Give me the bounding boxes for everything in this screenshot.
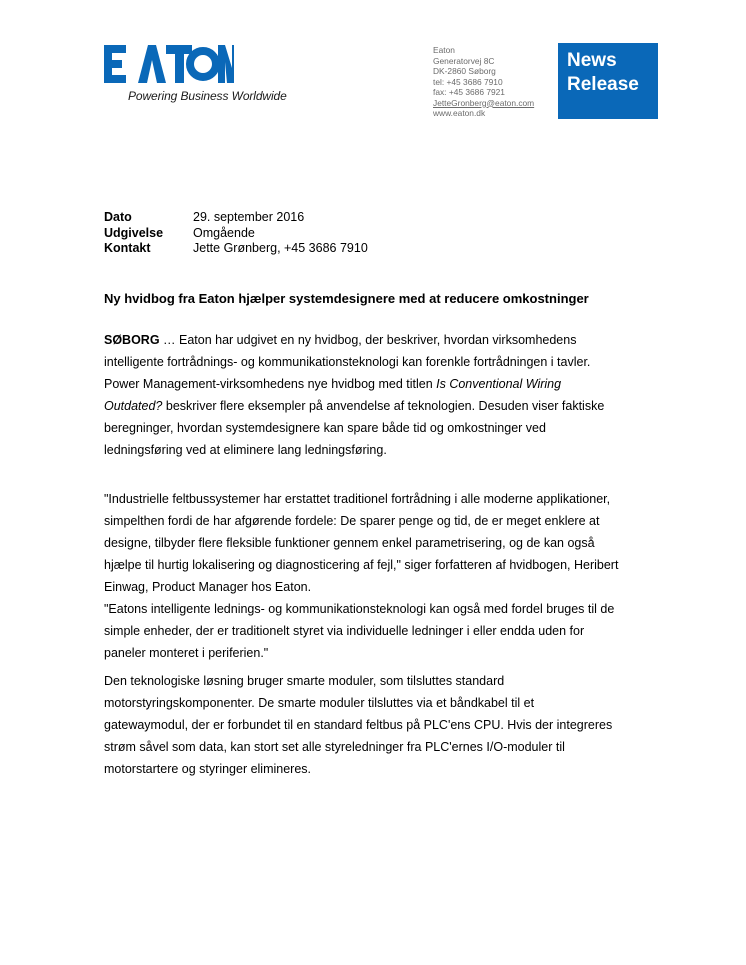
body-line: hjælpe til hurtig lokalisering og diagnosticering af fejl," siger forfatteren af hvidbogen, Heribert [104,558,619,572]
meta-label: Udgivelse [104,225,164,240]
eaton-logo-mark [104,44,234,84]
meta-row-contact [104,241,368,257]
body-line: Den teknologiske løsning bruger smarte moduler, som tilsluttes standard [104,674,505,688]
meta-label: Dato [104,210,132,224]
body-line: intelligente fortrådnings- og kommunikationsteknologi kan forenkle fortrådningen i tavler. [104,355,591,369]
meta-label: Kontakt [104,241,151,255]
paragraph-quote [104,488,664,664]
body-line: ledningsføring ved at eliminere lang ledningsføring. [104,443,387,457]
body-line: beregninger, hvordan systemdesignere kan spare både tid og omkostninger ved [104,421,546,435]
paragraph-intro [104,329,664,461]
email-link[interactable]: JetteGronberg@eaton.com [433,97,535,108]
news-release-line: News [567,50,617,71]
meta-block [104,210,368,257]
address-block [433,45,534,119]
meta-row-release [104,226,368,242]
address-line: Eaton [433,45,455,55]
meta-value: Omgående [193,225,255,240]
paragraph-solution [104,670,664,780]
headline: Ny hvidbog fra Eaton hjælper systemdesignere med at reducere omkostninger [104,291,589,306]
body-text: Power Management-virksomhedens nye hvidbog med titlen [104,377,437,391]
body-line: "Industrielle feltbussystemer har erstattet traditionel fortrådning i alle moderne applikationer, [104,492,611,506]
body-line: paneler monteret i periferien." [104,646,269,660]
meta-value: Jette Grønberg, +45 3686 7910 [193,241,368,255]
body-line: "Eatons intelligente lednings- og kommunikationsteknologi kan også med fordel bruges til de [104,602,615,616]
body-line: strøm såvel som data, kan stort set alle styreledninger fra PLC'ernes I/O-moduler til [104,740,565,754]
body-line: designe, tilbyder flere fleksible funktioner gennem enkel parametrisering, og de kan også [104,536,595,550]
body-text: … Eaton har udgivet en ny hvidbog, der beskriver, hvordan virksomhedens [159,333,577,347]
dateline: SØBORG [104,333,160,347]
meta-row-date [104,210,368,226]
body-line: Einwag, Product Manager hos Eaton. [104,580,312,594]
whitepaper-title: Outdated? [104,399,163,413]
body-line [104,395,664,417]
body-line: simple enheder, der er traditionelt styret via individuelle ledninger i eller endda uden for [104,624,585,638]
tagline: Powering Business Worldwide [128,89,287,103]
body-line: gatewaymodul, der er forbundet til en standard feltbus på PLC'ens CPU. Hvis der integreres [104,718,613,732]
address-line: Generatorvej 8C [433,55,495,66]
website-text: www.eaton.dk [433,108,486,118]
fax-line: fax: +45 3686 7921 [433,87,505,97]
news-release-badge [558,43,658,119]
body-line: simpelthen fordi de har afgørende fordele: De sparer penge og tid, de er meget enklere at [104,514,600,528]
body-text: beskriver flere eksempler på anvendelse af teknologien. Desuden viser faktiske [162,399,605,413]
whitepaper-title: Is Conventional Wiring [436,377,562,391]
body-line [104,373,664,395]
body-line [104,329,664,351]
news-release-line: Release [567,74,639,95]
address-line: DK-2860 Søborg [433,66,496,76]
body-line: motorstartere og styringer elimineres. [104,762,312,776]
body-line: motorstyringskomponenter. De smarte moduler tilsluttes via et båndkabel til et [104,696,535,710]
phone-line: tel: +45 3686 7910 [433,76,503,87]
meta-value: 29. september 2016 [193,210,305,224]
